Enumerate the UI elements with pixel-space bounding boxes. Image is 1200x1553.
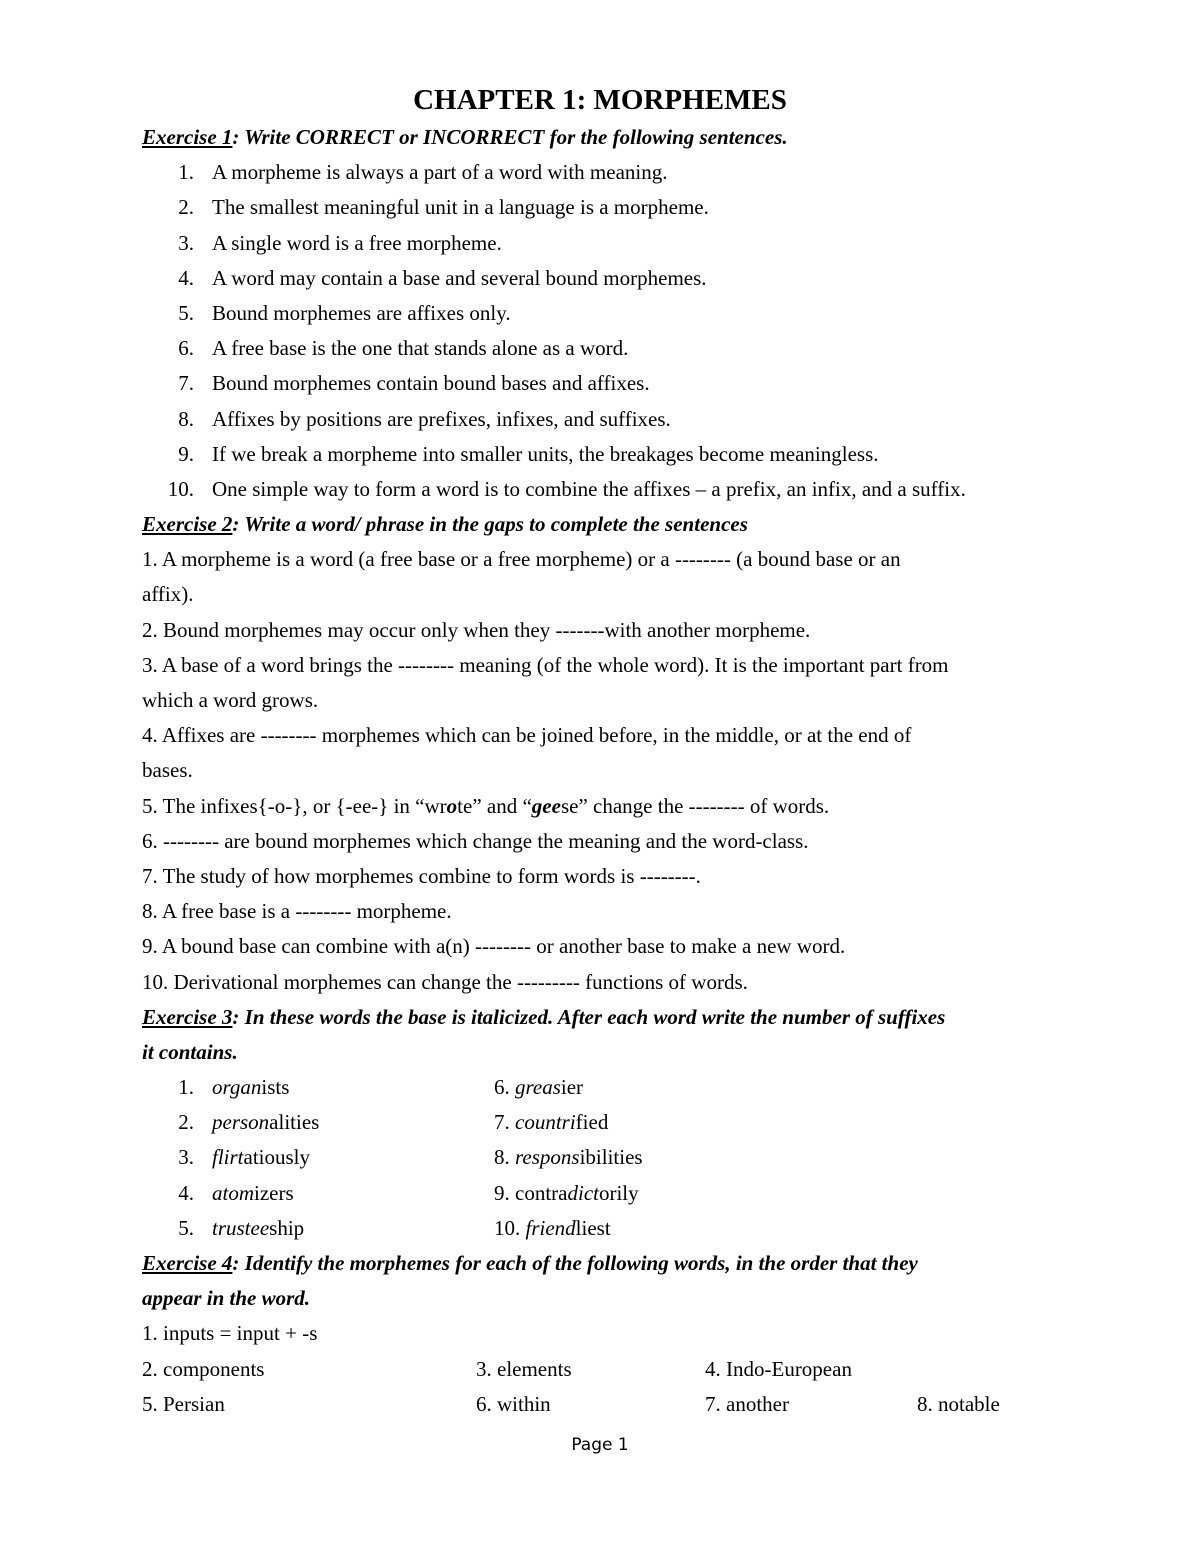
item-number: 2. — [178, 1110, 194, 1135]
exercise-1-item — [142, 472, 1062, 507]
ex2-item-5-text: te” and “ — [457, 793, 532, 818]
exercise-4-row-1 — [142, 1352, 1062, 1387]
item-text: A free base is the one that stands alone as a word. — [212, 336, 629, 361]
exercise-4-label: Exercise 4 — [142, 1251, 233, 1275]
item-text: Affixes by positions are prefixes, infixes, and suffixes. — [212, 406, 671, 431]
item-number: 2. — [178, 195, 194, 220]
exercise-1-item — [142, 366, 1062, 401]
exercise-3-word — [494, 1140, 643, 1175]
exercise-1-label: Exercise 1 — [142, 125, 233, 149]
item-number: 5. — [178, 300, 194, 325]
item-number: 1. — [178, 1075, 194, 1100]
exercise-3-word — [494, 1176, 639, 1211]
exercise-3-word — [212, 1176, 294, 1211]
exercise-3-word — [212, 1140, 310, 1175]
exercise-3-word-grid — [142, 1070, 1062, 1246]
exercise-2-heading — [142, 507, 1062, 542]
item-number: 6. — [494, 1075, 510, 1100]
item-number: 8. — [178, 406, 194, 431]
exercise-3-row — [142, 1105, 1062, 1140]
exercise-2-line: 4. Affixes are -------- morphemes which can be joined before, in the middle, or at the end of — [142, 723, 912, 748]
exercise-3-word — [494, 1105, 608, 1140]
word-suffixes: ship — [269, 1215, 305, 1240]
word-base: flirt — [212, 1145, 244, 1170]
exercise-1-item — [142, 190, 1062, 225]
word-base: person — [212, 1110, 270, 1135]
exercise-3-label: Exercise 3 — [142, 1004, 233, 1029]
exercise-2-line: affix). — [142, 582, 194, 607]
item-number: 6. — [178, 336, 194, 361]
item-number: 1. — [178, 160, 194, 185]
item-number: 9. — [178, 441, 194, 466]
page-number: Page 1 — [571, 1435, 629, 1455]
exercise-2-line: 3. A base of a word brings the -------- meaning (of the whole word). It is the important part from — [142, 652, 949, 677]
item-number: 9. — [494, 1180, 510, 1205]
ex2-item-5-infix-o: o — [446, 793, 458, 818]
item-number: 4. — [178, 265, 194, 290]
exercise-2-label: Exercise 2 — [142, 512, 233, 537]
item-text: A morpheme is always a part of a word with meaning. — [212, 160, 668, 185]
word-base: respons — [515, 1145, 580, 1170]
word-base: organ — [212, 1075, 262, 1100]
chapter-title: CHAPTER 1: MORPHEMES — [413, 84, 787, 116]
item-number: 10. — [167, 476, 194, 501]
word-suffixes: ists — [261, 1075, 290, 1100]
exercise-3-word — [212, 1211, 304, 1246]
word-base: countri — [515, 1110, 576, 1135]
word-suffixes: atiously — [243, 1145, 311, 1170]
exercise-2-line: which a word grows. — [142, 688, 319, 712]
item-text: A single word is a free morpheme. — [212, 230, 502, 255]
exercise-4-instruction: : Identify the morphemes for each of the following words, in the order that they — [232, 1251, 918, 1275]
word-suffixes: ibilities — [579, 1145, 643, 1170]
word-base: atom — [212, 1180, 254, 1205]
exercise-3-row — [142, 1140, 1062, 1175]
exercise-2-list-continued — [142, 824, 1062, 1000]
exercise-4-row-2 — [142, 1387, 1062, 1422]
exercise-1-item — [142, 331, 1062, 366]
exercise-2-list — [142, 542, 1062, 788]
exercise-2-line: 8. A free base is a -------- morpheme. — [142, 899, 452, 924]
item-text: One simple way to form a word is to combine the affixes – a prefix, an infix, and a suffix. — [212, 476, 966, 501]
exercise-3-word — [494, 1070, 583, 1105]
item-text: A word may contain a base and several bound morphemes. — [212, 265, 707, 290]
exercise-1-list — [142, 155, 1062, 507]
exercise-4-instruction-cont: appear in the word. — [142, 1286, 311, 1311]
exercise-3-word — [494, 1211, 611, 1246]
exercise-1-item — [142, 296, 1062, 331]
exercise-3-row — [142, 1176, 1062, 1211]
exercise-2-line: 9. A bound base can combine with a(n) -------- or another base to make a new word. — [142, 934, 846, 959]
word-suffixes: alities — [269, 1110, 320, 1135]
item-text: The smallest meaningful unit in a language is a morpheme. — [212, 195, 709, 220]
exercise-4-heading — [142, 1246, 1062, 1281]
exercise-3-word — [212, 1070, 289, 1105]
item-number: 7. — [494, 1110, 510, 1135]
exercise-1-item — [142, 402, 1062, 437]
item-number: 10. — [494, 1215, 521, 1240]
exercise-3-heading-cont — [142, 1035, 1062, 1070]
exercise-4-example: 1. inputs = input + -s — [142, 1321, 318, 1346]
exercise-3-instruction-cont: it contains. — [142, 1039, 238, 1064]
ex2-item-5-text: 5. The infixes{-o-}, or {-ee-} in “wr — [142, 793, 447, 818]
item-text: Bound morphemes are affixes only. — [212, 300, 511, 325]
exercise-2-line: 7. The study of how morphemes combine to form words is --------. — [142, 863, 701, 888]
exercise-4-word: 5. Persian — [142, 1391, 225, 1416]
page-content — [142, 120, 1062, 1422]
item-text: If we break a morpheme into smaller units, the breakages become meaningless. — [212, 441, 879, 466]
word-suffixes: liest — [575, 1215, 611, 1240]
exercise-2-instruction: : Write a word/ phrase in the gaps to complete the sentences — [232, 512, 748, 537]
exercise-1-item — [142, 155, 1062, 190]
exercise-4-word: 4. Indo-European — [705, 1356, 852, 1381]
word-base: dict — [567, 1180, 599, 1205]
exercise-4-word: 3. elements — [476, 1356, 572, 1381]
word-prefix: contra — [515, 1180, 568, 1205]
word-base: friend — [525, 1215, 576, 1240]
exercise-3-row — [142, 1070, 1062, 1105]
word-suffixes: orily — [598, 1180, 639, 1205]
exercise-3-row — [142, 1211, 1062, 1246]
exercise-2-item-5 — [142, 789, 1062, 824]
item-number: 3. — [178, 230, 194, 255]
word-suffixes: izers — [254, 1180, 294, 1205]
exercise-2-line: 6. -------- are bound morphemes which change the meaning and the word-class. — [142, 828, 809, 853]
exercise-1-item — [142, 437, 1062, 472]
item-text: Bound morphemes contain bound bases and affixes. — [212, 371, 650, 396]
exercise-4-word: 7. another — [705, 1391, 789, 1416]
word-suffixes: fied — [575, 1110, 609, 1135]
exercise-4-word: 6. within — [476, 1391, 551, 1416]
exercise-2-line: 10. Derivational morphemes can change the --------- functions of words. — [142, 969, 748, 994]
exercise-4-word: 2. components — [142, 1356, 265, 1381]
exercise-1-item — [142, 226, 1062, 261]
item-number: 4. — [178, 1180, 194, 1205]
exercise-2-line: 1. A morpheme is a word (a free base or a free morpheme) or a -------- (a bound base or an — [142, 547, 901, 572]
exercise-2-line: 2. Bound morphemes may occur only when they -------with another morpheme. — [142, 617, 811, 642]
exercise-3-word — [212, 1105, 319, 1140]
word-base: greas — [515, 1075, 561, 1100]
word-suffixes: ier — [560, 1075, 584, 1100]
ex2-item-5-infix-ee: gee — [531, 793, 561, 818]
item-number: 7. — [178, 371, 194, 396]
exercise-3-instruction: : In these words the base is italicized. After each word write the number of suffixes — [232, 1004, 946, 1029]
exercise-1-item — [142, 261, 1062, 296]
exercise-2-line: bases. — [142, 758, 193, 783]
item-number: 5. — [178, 1215, 194, 1240]
ex2-item-5-text: se” change the -------- of words. — [560, 793, 830, 818]
item-number: 8. — [494, 1145, 510, 1170]
exercise-1-heading — [142, 120, 1062, 155]
exercise-1-instruction: : Write CORRECT or INCORRECT for the following sentences. — [232, 125, 788, 149]
exercise-4-word: 8. notable — [917, 1391, 1000, 1416]
word-base: trustee — [212, 1215, 270, 1240]
exercise-4-heading-cont — [142, 1281, 1062, 1316]
exercise-3-heading — [142, 1000, 1062, 1035]
item-number: 3. — [178, 1145, 194, 1170]
